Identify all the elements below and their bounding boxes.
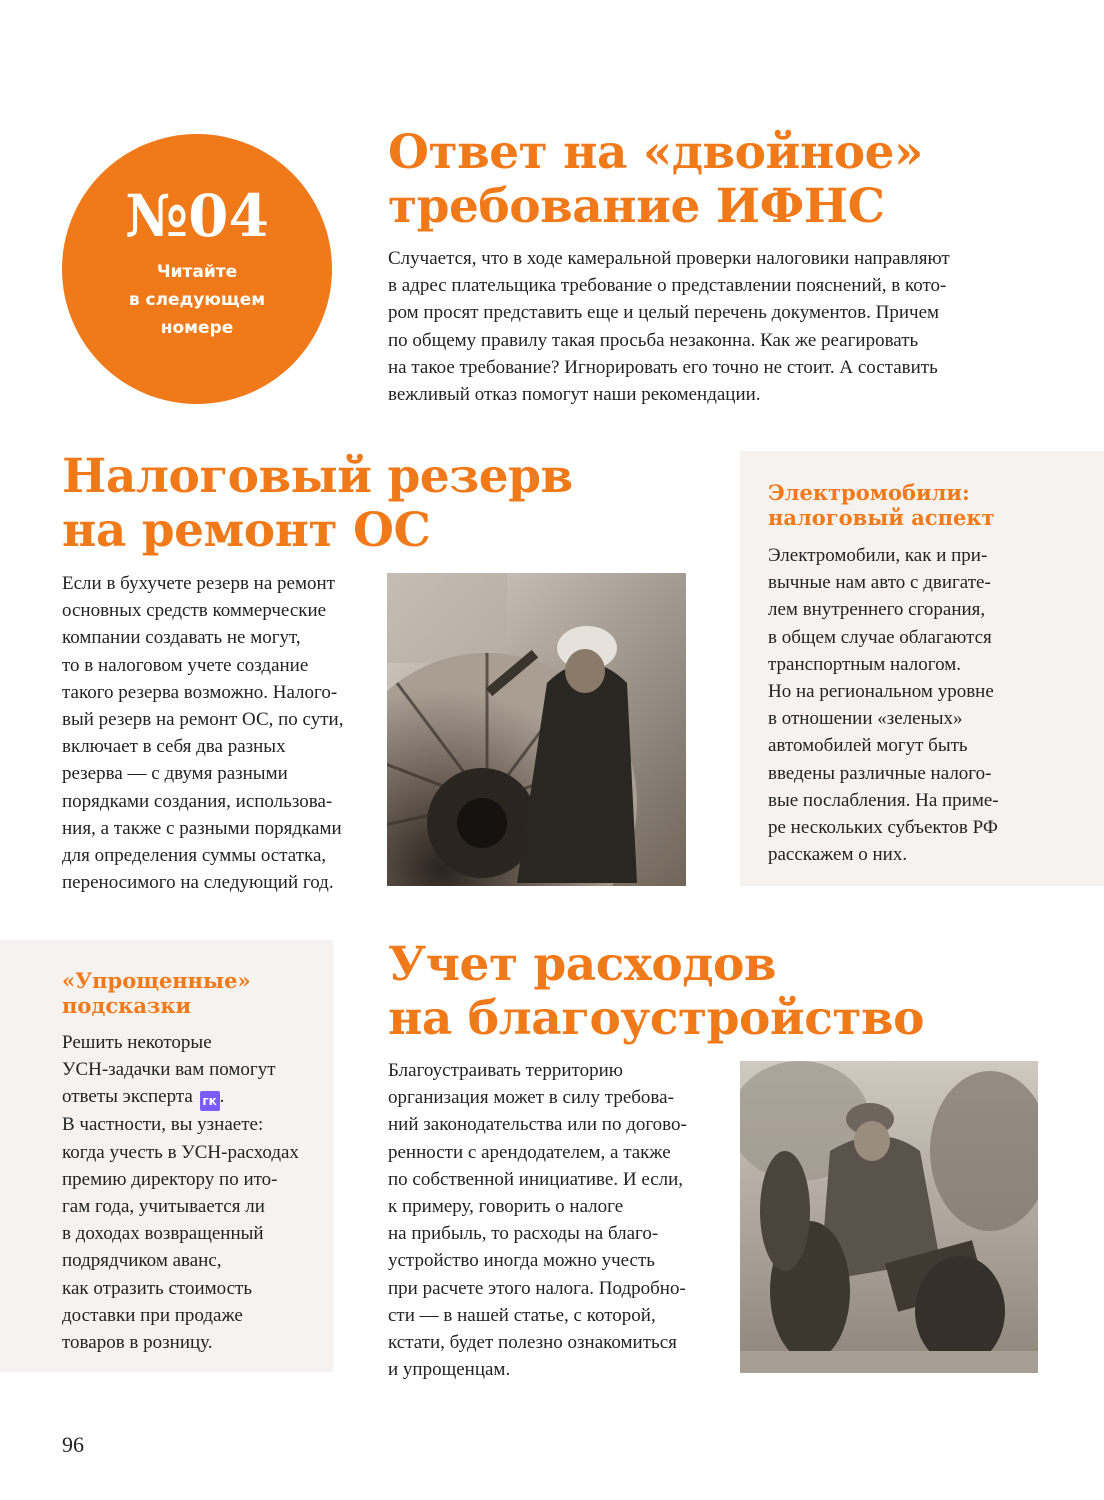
article-title-double-requirement: Ответ на «двойное» требование ИФНС (388, 125, 923, 234)
page-number: 96 (62, 1432, 84, 1457)
worker-turbine-image (387, 573, 686, 886)
sidebar-title-electric-cars: Электромобили: налоговый аспект (768, 480, 995, 530)
issue-teaser-caption: Читайте в следующем номере (128, 262, 266, 338)
sidebar-text-usn-tips (62, 1029, 327, 1356)
issue-teaser-circle (62, 134, 332, 404)
worker-turbine-photo (387, 573, 686, 886)
article-text-tax-reserve: Если в бухучете резерв на ремонт основных средств коммерческие компании создавать не могут, то в налоговом учете создание такого резерва возможно. Налого- вый резерв на ремонт ОС, по сути, включает в себя два разных резерва — с двумя разными порядками создания, использова- ния, а также с разными порядками для определения суммы остатка, переносимого на следующий год. (62, 573, 344, 894)
article-title-landscaping: Учет расходов на благоустройство (388, 937, 924, 1046)
article-title-tax-reserve: Налоговый резерв на ремонт ОС (62, 449, 573, 558)
gardener-photo (740, 1061, 1038, 1373)
expert-badge-icon: гк (200, 1091, 220, 1111)
gardener-image (740, 1061, 1038, 1373)
issue-number: №04 (125, 182, 269, 250)
sidebar-text-electric-cars: Электромобили, как и при- вычные нам авто с двигате- лем внутреннего сгорания, в общем случае облагаются транспортным налогом. Но на региональном уровне в отношении «зеленых» автомобилей могут быть введены различные налого- вые послабления. На приме- ре нескольких субъектов РФ расскажем о них. (768, 545, 999, 866)
sidebar-title-usn-tips: «Упрощенные» подсказки (62, 968, 251, 1018)
article-text-double-requirement: Случается, что в ходе камеральной проверки налоговики направляют в адрес плательщика требование о представлении пояснений, в кото- ром просят представить еще и целый перечень документов. Причем по общему правилу такая просьба незаконна. Как же реагировать на такое требование? Игнорировать его точно не стоит. А составить вежливый отказ помогут наши рекомендации. (388, 248, 950, 406)
article-text-landscaping: Благоустраивать территорию организация может в силу требова- ний законодательства или по догово- ренности с арендодателем, а также по собственной инициативе. И если, к примеру, говорить о налоге на прибыль, то расходы на благо- устройство иногда можно учесть при расчете этого налога. Подробно- сти — в нашей статье, с которой, кстати, будет полезно ознакомиться и упрощенцам. (388, 1060, 687, 1381)
sidebar-text-usn-tips-part1: Решить некоторые УСН-задачки вам помогут ответы эксперта (62, 1032, 276, 1108)
sidebar-text-usn-tips-part2: . В частности, вы узнаете: когда учесть в УСН-расходах премию директору по ито- гам года, учитывается ли в доходах возвращенный подрядчиком аванс, как отразить стоимость доставки при продаже товаров в розницу. (62, 1086, 299, 1354)
